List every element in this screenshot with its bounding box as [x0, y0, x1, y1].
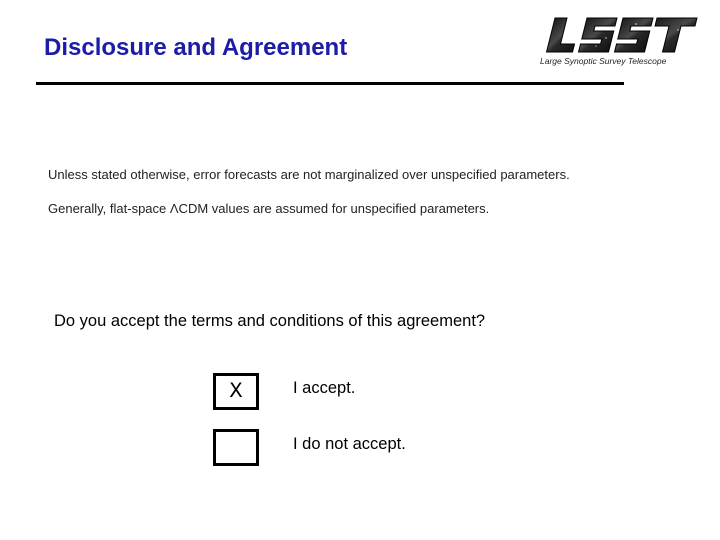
- decline-checkbox[interactable]: [213, 429, 259, 466]
- note-lcdm: Generally, flat-space ΛCDM values are assumed for unspecified parameters.: [48, 201, 490, 216]
- title-rule: [36, 82, 624, 85]
- note-marginalization: Unless stated otherwise, error forecasts are not marginalized over unspecified parameters.: [48, 167, 570, 182]
- page-title: Disclosure and Agreement: [44, 34, 348, 61]
- option-decline[interactable]: [213, 429, 493, 469]
- accept-label: I accept.: [293, 379, 356, 397]
- accept-checkbox[interactable]: X: [213, 373, 259, 410]
- agreement-question: Do you accept the terms and conditions of this agreement?: [54, 312, 486, 330]
- svg-text:Large Synoptic Survey Telescop: Large Synoptic Survey Telescope: [540, 56, 667, 66]
- lsst-logo: [536, 14, 708, 70]
- decline-label: I do not accept.: [293, 435, 406, 453]
- option-accept[interactable]: [213, 373, 493, 413]
